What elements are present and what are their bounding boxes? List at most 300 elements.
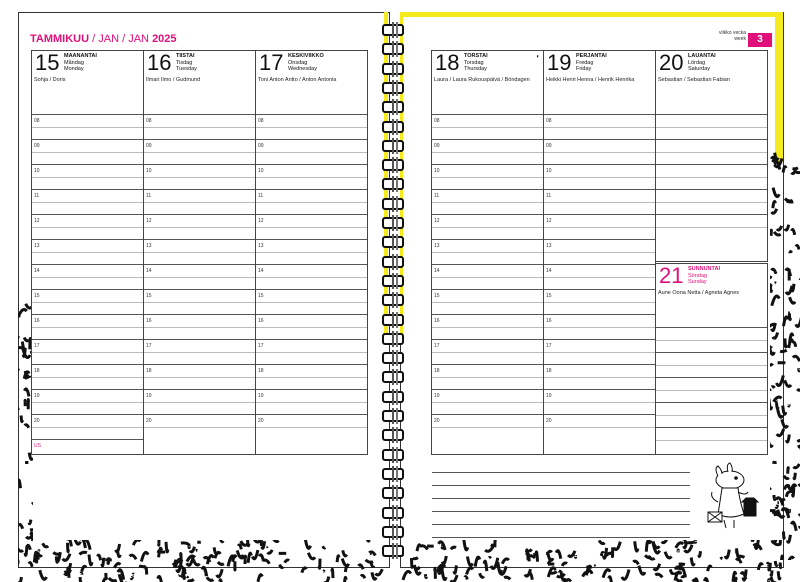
pattern-bottom-left (18, 540, 388, 582)
spiral-ring-icon (380, 80, 406, 96)
half-hour-line (432, 327, 543, 328)
half-hour-line (32, 302, 143, 303)
hour-slot[interactable] (544, 414, 655, 439)
hour-slot[interactable] (544, 214, 655, 239)
half-hour-line (544, 377, 655, 378)
half-hour-line (32, 327, 143, 328)
half-hour-line (544, 402, 655, 403)
hour-label: 20 (146, 418, 152, 424)
hour-label: 10 (258, 168, 264, 174)
hour-slot[interactable] (144, 339, 255, 364)
half-hour-line (256, 352, 367, 353)
hour-label: 13 (34, 243, 40, 249)
half-hour-line (544, 327, 655, 328)
ring-loop (382, 429, 404, 441)
week-label: viikko vecka week (719, 30, 746, 42)
hour-label: 17 (146, 343, 152, 349)
spiral-ring-icon (380, 524, 406, 540)
half-hour-line (32, 427, 143, 428)
half-hour-line (32, 377, 143, 378)
hour-slot[interactable] (144, 264, 255, 289)
half-hour-line (656, 202, 767, 203)
hour-slot[interactable] (432, 114, 543, 139)
hour-label: 08 (434, 118, 440, 124)
evening-label: US (34, 443, 41, 449)
half-hour-line (656, 152, 767, 153)
hour-label: 14 (546, 268, 552, 274)
hour-slot[interactable] (256, 289, 367, 314)
day-column-saturday[interactable] (655, 50, 768, 262)
hour-label: 15 (258, 293, 264, 299)
hour-slot[interactable] (544, 164, 655, 189)
half-hour-line (656, 340, 767, 341)
hour-slot[interactable] (144, 364, 255, 389)
hour-rows (544, 114, 655, 439)
spiral-ring-icon (380, 273, 406, 289)
hour-label: 12 (34, 218, 40, 224)
name-day: Ilmari Ilmo / Gudmund (146, 77, 201, 83)
half-hour-line (432, 377, 543, 378)
hour-slot[interactable] (256, 339, 367, 364)
hour-slot[interactable] (144, 164, 255, 189)
day-names (576, 53, 607, 73)
weekday-fi: KESKIVIIKKO (288, 53, 324, 59)
half-hour-line (32, 402, 143, 403)
day-names (288, 53, 324, 73)
weekday-sv: Måndag (64, 59, 84, 66)
ring-loop (382, 410, 404, 422)
hour-label: 10 (34, 168, 40, 174)
weekday-en: Friday (576, 66, 592, 72)
half-hour-line (544, 202, 655, 203)
hour-slot[interactable] (144, 289, 255, 314)
hour-slot[interactable] (144, 139, 255, 164)
weekday-en: Tuesday (176, 66, 197, 72)
note-line[interactable] (432, 473, 690, 486)
half-hour-line (144, 177, 255, 178)
year: 2025 (152, 33, 177, 45)
hour-slot[interactable] (32, 314, 143, 339)
hour-slot[interactable] (32, 264, 143, 289)
spiral-ring-icon (380, 196, 406, 212)
half-hour-line (32, 352, 143, 353)
weekday-en: Wednesday (288, 66, 317, 72)
hour-label: 12 (434, 218, 440, 224)
half-hour-line (32, 252, 143, 253)
hour-label: 16 (546, 318, 552, 324)
yellow-edge-right (775, 12, 783, 162)
half-hour-line (432, 227, 543, 228)
spiral-ring-icon (380, 466, 406, 482)
ring-loop (382, 545, 404, 557)
ring-loop (382, 178, 404, 190)
hour-slot[interactable] (656, 214, 767, 239)
hour-slot[interactable] (256, 389, 367, 414)
spiral-ring-icon (380, 427, 406, 443)
pattern-side-right (770, 150, 800, 560)
hour-slot[interactable] (432, 239, 543, 264)
hour-slot[interactable] (32, 414, 143, 439)
hour-slot[interactable] (544, 389, 655, 414)
half-hour-line (144, 277, 255, 278)
hour-label: 12 (258, 218, 264, 224)
hour-label: 19 (146, 393, 152, 399)
ring-loop (382, 371, 404, 383)
half-hour-line (544, 152, 655, 153)
hour-slot[interactable] (544, 289, 655, 314)
half-hour-line (432, 302, 543, 303)
hour-slot[interactable] (144, 214, 255, 239)
half-hour-line (144, 127, 255, 128)
weekday-fi: TIISTAI (176, 53, 195, 59)
half-hour-line (256, 127, 367, 128)
hour-slot[interactable] (656, 114, 767, 139)
hour-label: 09 (146, 143, 152, 149)
half-hour-line (144, 227, 255, 228)
hour-label: 08 (34, 118, 40, 124)
name-day: Sebastian / Sebastian Fabian (658, 77, 730, 83)
spiral-ring-icon (380, 176, 406, 192)
hour-slot[interactable] (544, 139, 655, 164)
half-hour-line (432, 277, 543, 278)
hour-slot[interactable] (544, 239, 655, 264)
hour-slot[interactable] (256, 364, 367, 389)
half-hour-line (256, 402, 367, 403)
hour-label: 10 (146, 168, 152, 174)
ring-loop (382, 352, 404, 364)
day-column-friday[interactable] (543, 50, 656, 455)
hour-label: 18 (146, 368, 152, 374)
weekday-en: Saturday (688, 66, 711, 72)
ring-loop (382, 507, 404, 519)
day-number: 19 (547, 50, 572, 75)
hour-slot[interactable] (544, 189, 655, 214)
hour-slot[interactable] (432, 389, 543, 414)
ring-loop (382, 140, 404, 152)
hour-label: 10 (546, 168, 552, 174)
hour-slot[interactable] (256, 239, 367, 264)
half-hour-line (256, 427, 367, 428)
hour-slot[interactable] (432, 364, 543, 389)
weekday-en: Monday (64, 66, 84, 72)
half-hour-line (144, 202, 255, 203)
ring-loop (382, 294, 404, 306)
hour-label: 17 (258, 343, 264, 349)
weekday-fi: MAANANTAI (64, 53, 97, 59)
hour-rows (656, 327, 767, 452)
half-hour-line (544, 127, 655, 128)
half-hour-line (144, 427, 255, 428)
hour-slot[interactable] (32, 364, 143, 389)
day-names (464, 53, 488, 73)
hour-slot[interactable] (32, 139, 143, 164)
hour-label: 19 (258, 393, 264, 399)
hour-slot[interactable] (656, 189, 767, 214)
day-number: 18 (435, 50, 460, 75)
moomin-mascot-icon (700, 462, 770, 534)
half-hour-line (656, 365, 767, 366)
day-number: 17 (259, 50, 284, 75)
hour-slot[interactable] (432, 414, 543, 439)
half-hour-line (144, 252, 255, 253)
ring-loop (382, 449, 404, 461)
spiral-ring-icon (380, 22, 406, 38)
note-line[interactable] (432, 460, 690, 473)
hour-slot[interactable] (32, 339, 143, 364)
half-hour-line (544, 302, 655, 303)
half-hour-line (256, 377, 367, 378)
half-hour-line (544, 277, 655, 278)
hour-label: 15 (546, 293, 552, 299)
spiral-ring-icon (380, 350, 406, 366)
hour-slot[interactable] (256, 264, 367, 289)
hour-label: 18 (434, 368, 440, 374)
weekday-sv: Lördag (688, 59, 706, 66)
hour-label: 10 (434, 168, 440, 174)
hour-label: 12 (546, 218, 552, 224)
half-hour-line (432, 252, 543, 253)
hour-rows (432, 114, 543, 439)
hour-slot[interactable] (32, 214, 143, 239)
hour-slot[interactable] (144, 414, 255, 439)
weekday-fi: SUNNUNTAI (688, 266, 720, 272)
spiral-ring-icon (380, 292, 406, 308)
month-en: JAN (128, 33, 149, 45)
day-column-monday[interactable] (31, 50, 144, 455)
ring-loop (382, 159, 404, 171)
spiral-ring-icon (380, 99, 406, 115)
hour-label: 09 (34, 143, 40, 149)
day-number: 20 (659, 50, 684, 75)
hour-label: 08 (546, 118, 552, 124)
ring-loop (382, 275, 404, 287)
hour-label: 17 (434, 343, 440, 349)
hour-slot[interactable] (256, 214, 367, 239)
hour-slot[interactable] (656, 402, 767, 427)
hour-label: 16 (258, 318, 264, 324)
hour-label: 18 (258, 368, 264, 374)
half-hour-line (256, 327, 367, 328)
hour-label: 19 (34, 393, 40, 399)
hour-slot[interactable] (144, 189, 255, 214)
half-hour-line (32, 152, 143, 153)
hour-label: 16 (434, 318, 440, 324)
sep-1: / (92, 33, 96, 45)
hour-slot[interactable] (656, 352, 767, 377)
hour-label: 17 (546, 343, 552, 349)
note-line[interactable] (432, 486, 690, 499)
half-hour-line (432, 202, 543, 203)
hour-slot[interactable] (544, 314, 655, 339)
half-hour-line (432, 127, 543, 128)
evening-slot[interactable] (32, 439, 143, 464)
weekday-fi: PERJANTAI (576, 53, 607, 59)
hour-label: 16 (34, 318, 40, 324)
spiral-ring-icon (380, 369, 406, 385)
hour-slot[interactable] (656, 377, 767, 402)
hour-slot[interactable] (432, 189, 543, 214)
spiral-ring-icon (380, 408, 406, 424)
hour-label: 18 (34, 368, 40, 374)
pattern-bottom-right (400, 540, 782, 582)
ring-loop (382, 256, 404, 268)
weekday-fi: LAUANTAI (688, 53, 716, 59)
day-names (64, 53, 97, 73)
hour-label: 20 (434, 418, 440, 424)
name-day: Heikki Henri Henna / Henrik Henrika (546, 77, 635, 83)
day-names (688, 266, 720, 286)
hour-label: 16 (146, 318, 152, 324)
spiral-ring-icon (380, 485, 406, 501)
hour-slot[interactable] (432, 264, 543, 289)
weekday-sv: Söndag (688, 272, 707, 279)
moon-phase-icon: ◐ (536, 54, 540, 60)
hour-slot[interactable] (32, 164, 143, 189)
hour-slot[interactable] (432, 314, 543, 339)
hour-slot[interactable] (256, 164, 367, 189)
hour-slot[interactable] (144, 114, 255, 139)
half-hour-line (32, 202, 143, 203)
hour-label: 11 (258, 193, 264, 199)
spiral-ring-icon (380, 234, 406, 250)
hour-slot[interactable] (256, 114, 367, 139)
hour-slot[interactable] (432, 139, 543, 164)
hour-label: 09 (434, 143, 440, 149)
hour-slot[interactable] (544, 339, 655, 364)
day-number: 16 (147, 50, 172, 75)
hour-slot[interactable] (32, 289, 143, 314)
ring-loop (382, 101, 404, 113)
spiral-ring-icon (380, 215, 406, 231)
half-hour-line (144, 402, 255, 403)
half-hour-line (656, 415, 767, 416)
ring-loop (382, 236, 404, 248)
hour-slot[interactable] (32, 389, 143, 414)
hour-label: 09 (258, 143, 264, 149)
weekday-en: Sunday (688, 279, 707, 285)
hour-slot[interactable] (32, 114, 143, 139)
weekday-fi: TORSTAI (464, 53, 488, 59)
half-hour-line (432, 177, 543, 178)
weekday-sv: Onsdag (288, 59, 308, 66)
hour-slot[interactable] (656, 427, 767, 452)
half-hour-line (656, 390, 767, 391)
hour-label: 20 (546, 418, 552, 424)
hour-label: 15 (34, 293, 40, 299)
note-line[interactable] (432, 512, 690, 525)
hour-slot[interactable] (656, 164, 767, 189)
hour-slot[interactable] (144, 389, 255, 414)
spiral-ring-icon (380, 543, 406, 559)
hour-label: 08 (258, 118, 264, 124)
hour-slot[interactable] (144, 239, 255, 264)
hour-slot[interactable] (256, 189, 367, 214)
month-title (30, 33, 177, 45)
day-column-thursday[interactable] (431, 50, 544, 455)
note-line[interactable] (432, 525, 690, 538)
half-hour-line (544, 427, 655, 428)
sep-2: / (122, 33, 126, 45)
hour-label: 13 (546, 243, 552, 249)
day-column-sunday[interactable] (655, 263, 768, 455)
name-day: Sohja / Doris (34, 77, 66, 83)
hour-slot[interactable] (544, 364, 655, 389)
spiral-ring-icon (380, 41, 406, 57)
spiral-ring-icon (380, 447, 406, 463)
hour-label: 11 (434, 193, 440, 199)
ring-loop (382, 43, 404, 55)
hour-slot[interactable] (544, 114, 655, 139)
hour-slot[interactable] (432, 164, 543, 189)
hour-label: 12 (146, 218, 152, 224)
ring-loop (382, 217, 404, 229)
hour-label: 20 (34, 418, 40, 424)
spiral-ring-icon (380, 254, 406, 270)
spiral-ring-icon (380, 505, 406, 521)
day-column-wednesday[interactable] (255, 50, 368, 455)
half-hour-line (432, 352, 543, 353)
name-day: Aune Oona Netta / Agneta Agnes (658, 290, 740, 296)
hour-slot[interactable] (432, 289, 543, 314)
ring-loop (382, 63, 404, 75)
hour-label: 19 (546, 393, 552, 399)
half-hour-line (32, 277, 143, 278)
hour-slot[interactable] (544, 264, 655, 289)
ring-loop (382, 82, 404, 94)
hour-slot[interactable] (256, 414, 367, 439)
spiral-ring-icon (380, 157, 406, 173)
ring-loop (382, 198, 404, 210)
hour-label: 18 (546, 368, 552, 374)
ring-loop (382, 314, 404, 326)
hour-label: 19 (434, 393, 440, 399)
weekday-en: Thursday (464, 66, 487, 72)
hour-rows (144, 114, 255, 439)
hour-label: 20 (258, 418, 264, 424)
hour-slot[interactable] (256, 139, 367, 164)
spiral-ring-icon (380, 389, 406, 405)
half-hour-line (544, 227, 655, 228)
spiral-ring-icon (380, 138, 406, 154)
half-hour-line (144, 302, 255, 303)
half-hour-line (144, 352, 255, 353)
hour-slot[interactable] (256, 314, 367, 339)
half-hour-line (656, 440, 767, 441)
hour-label: 17 (34, 343, 40, 349)
weekday-sv: Tisdag (176, 59, 193, 66)
notes-area[interactable] (432, 460, 690, 538)
hour-slot[interactable] (432, 339, 543, 364)
half-hour-line (432, 427, 543, 428)
day-column-tuesday[interactable] (143, 50, 256, 455)
hour-label: 15 (434, 293, 440, 299)
hour-slot[interactable] (656, 139, 767, 164)
note-line[interactable] (432, 499, 690, 512)
hour-slot[interactable] (432, 214, 543, 239)
ring-loop (382, 487, 404, 499)
hour-slot[interactable] (32, 189, 143, 214)
name-day: Toni Anton Antto / Anton Antonia (258, 77, 337, 83)
yellow-edge-top (400, 12, 782, 17)
hour-label: 14 (258, 268, 264, 274)
hour-slot[interactable] (144, 314, 255, 339)
spiral-ring-icon (380, 331, 406, 347)
name-day: Laura / Laura Rukouspäivä / Böndagen (434, 77, 530, 83)
hour-slot[interactable] (32, 239, 143, 264)
ring-loop (382, 24, 404, 36)
hour-slot[interactable] (656, 327, 767, 352)
half-hour-line (256, 252, 367, 253)
